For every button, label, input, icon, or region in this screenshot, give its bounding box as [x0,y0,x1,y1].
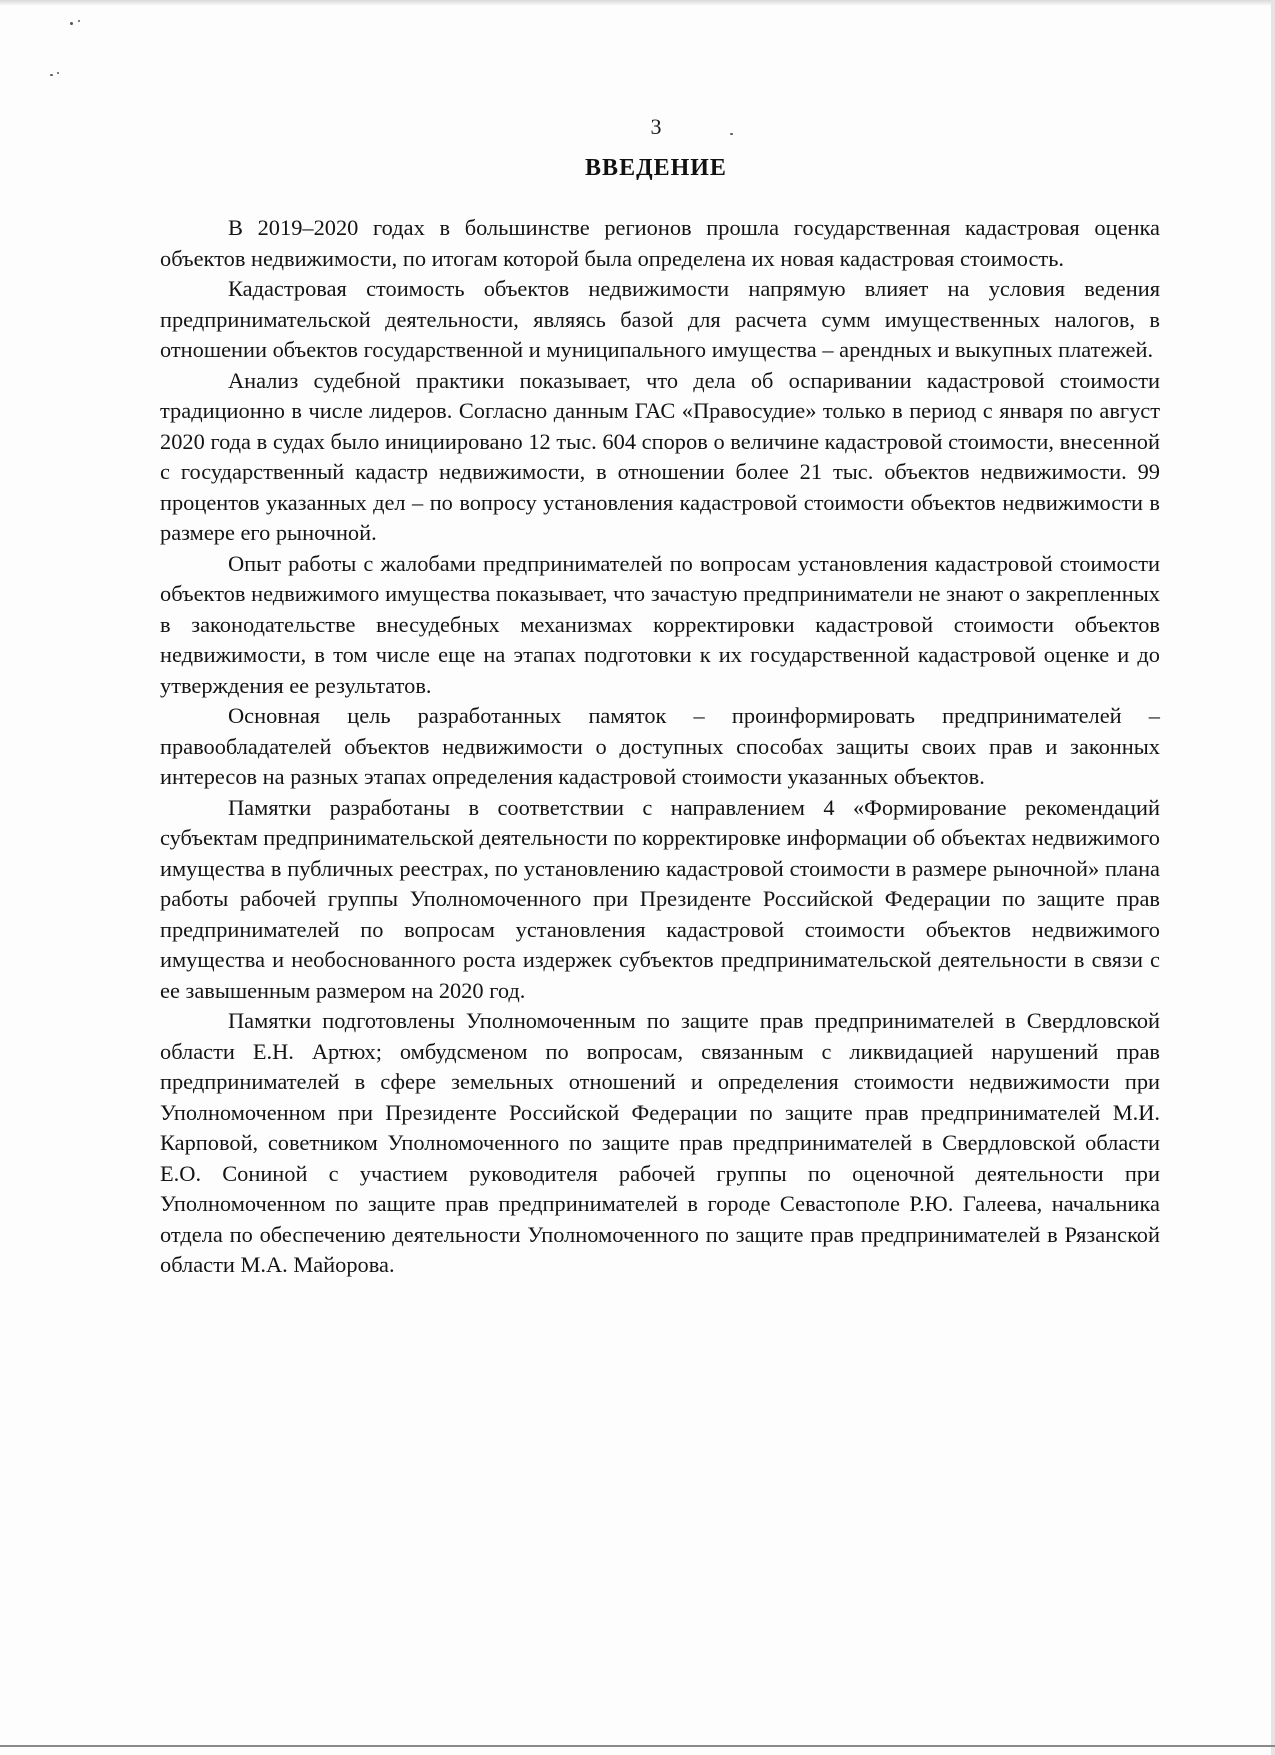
paragraph: Анализ судебной практики показывает, что дела об оспаривании кадастровой стоимости традиционно в числе лидеров. Согласно данным ГАС «Правосудие» только в период с января по август 2020 года в судах было инициировано 12 тыс. 604 споров о величине кадастровой стоимости, внесенной с государственный кадастр недвижимости, в отношении более 21 тыс. объектов недвижимости. 99 процентов указанных дел – по вопросу установления кадастровой стоимости объектов недвижимости в размере его рыночной. [160,367,1160,545]
scan-speck [50,74,53,76]
paragraph: Опыт работы с жалобами предпринимателей по вопросам установления кадастровой стоимости объектов недвижимого имущества показывает, что зачастую предприниматели не знают о закрепленных в законодательстве внесудебных механизмах корректировки кадастровой стоимости объектов недвижимости, в том числе еще на этапах подготовки к их государственной кадастровой оценке и до утверждения ее результатов. [160,550,1160,698]
scan-edge-bottom [0,1745,1275,1747]
paragraph: В 2019–2020 годах в большинстве регионов прошла государственная кадастровая оценка объектов недвижимости, по итогам которой была определена их новая кадастровая стоимость. [160,215,1160,271]
page-number: 3 [650,114,662,139]
scan-shadow-right [1271,0,1275,1755]
scan-speck [70,22,73,25]
scan-shadow-top [0,0,1275,6]
paragraph: Кадастровая стоимость объектов недвижимости напрямую влияет на условия ведения предпринимательской деятельности, являясь базой для расчета сумм имущественных налогов, в отношении объектов государственной и муниципального имущества – арендных и выкупных платежей. [160,276,1160,362]
document-body [160,213,1160,1281]
paragraph: Памятки разработаны в соответствии с направлением 4 «Формирование рекомендаций субъектам предпринимательской деятельности по корректировке информации об объектах недвижимого имущества в публичных реестрах, по установлению кадастровой стоимости в размере рыночной» плана работы рабочей группы Уполномоченного при Президенте Российской Федерации по защите прав предпринимателей по вопросам установления кадастровой стоимости объектов недвижимого имущества и необоснованного роста издержек субъектов предпринимательской деятельности в связи с ее завышенным размером на 2020 год. [160,794,1160,1003]
scan-speck [78,20,80,22]
paragraph: Памятки подготовлены Уполномоченным по защите прав предпринимателей в Свердловской области Е.Н. Артюх; омбудсменом по вопросам, связанным с ликвидацией нарушений прав предпринимателей в сфере земельных отношений и определения стоимости недвижимости при Уполномоченном при Президенте Российской Федерации по защите прав предпринимателей М.И. Карповой, советником Уполномоченного по защите прав предпринимателей в Свердловской области Е.О. Сониной с участием руководителя рабочей группы по оценочной деятельности при Уполномоченном по защите прав предпринимателей в городе Севастополе Р.Ю. Галеева, начальника отдела по обеспечению деятельности Уполномоченного по защите прав предпринимателей в Рязанской области М.А. Майорова. [160,1008,1160,1277]
scan-speck [57,72,59,74]
paragraph: Основная цель разработанных памяток – проинформировать предпринимателей – правообладателей объектов недвижимости о доступных способах защиты своих прав и законных интересов на разных этапах определения кадастровой стоимости указанных объектов. [160,703,1160,789]
page-title: ВВЕДЕНИЕ [585,155,727,181]
